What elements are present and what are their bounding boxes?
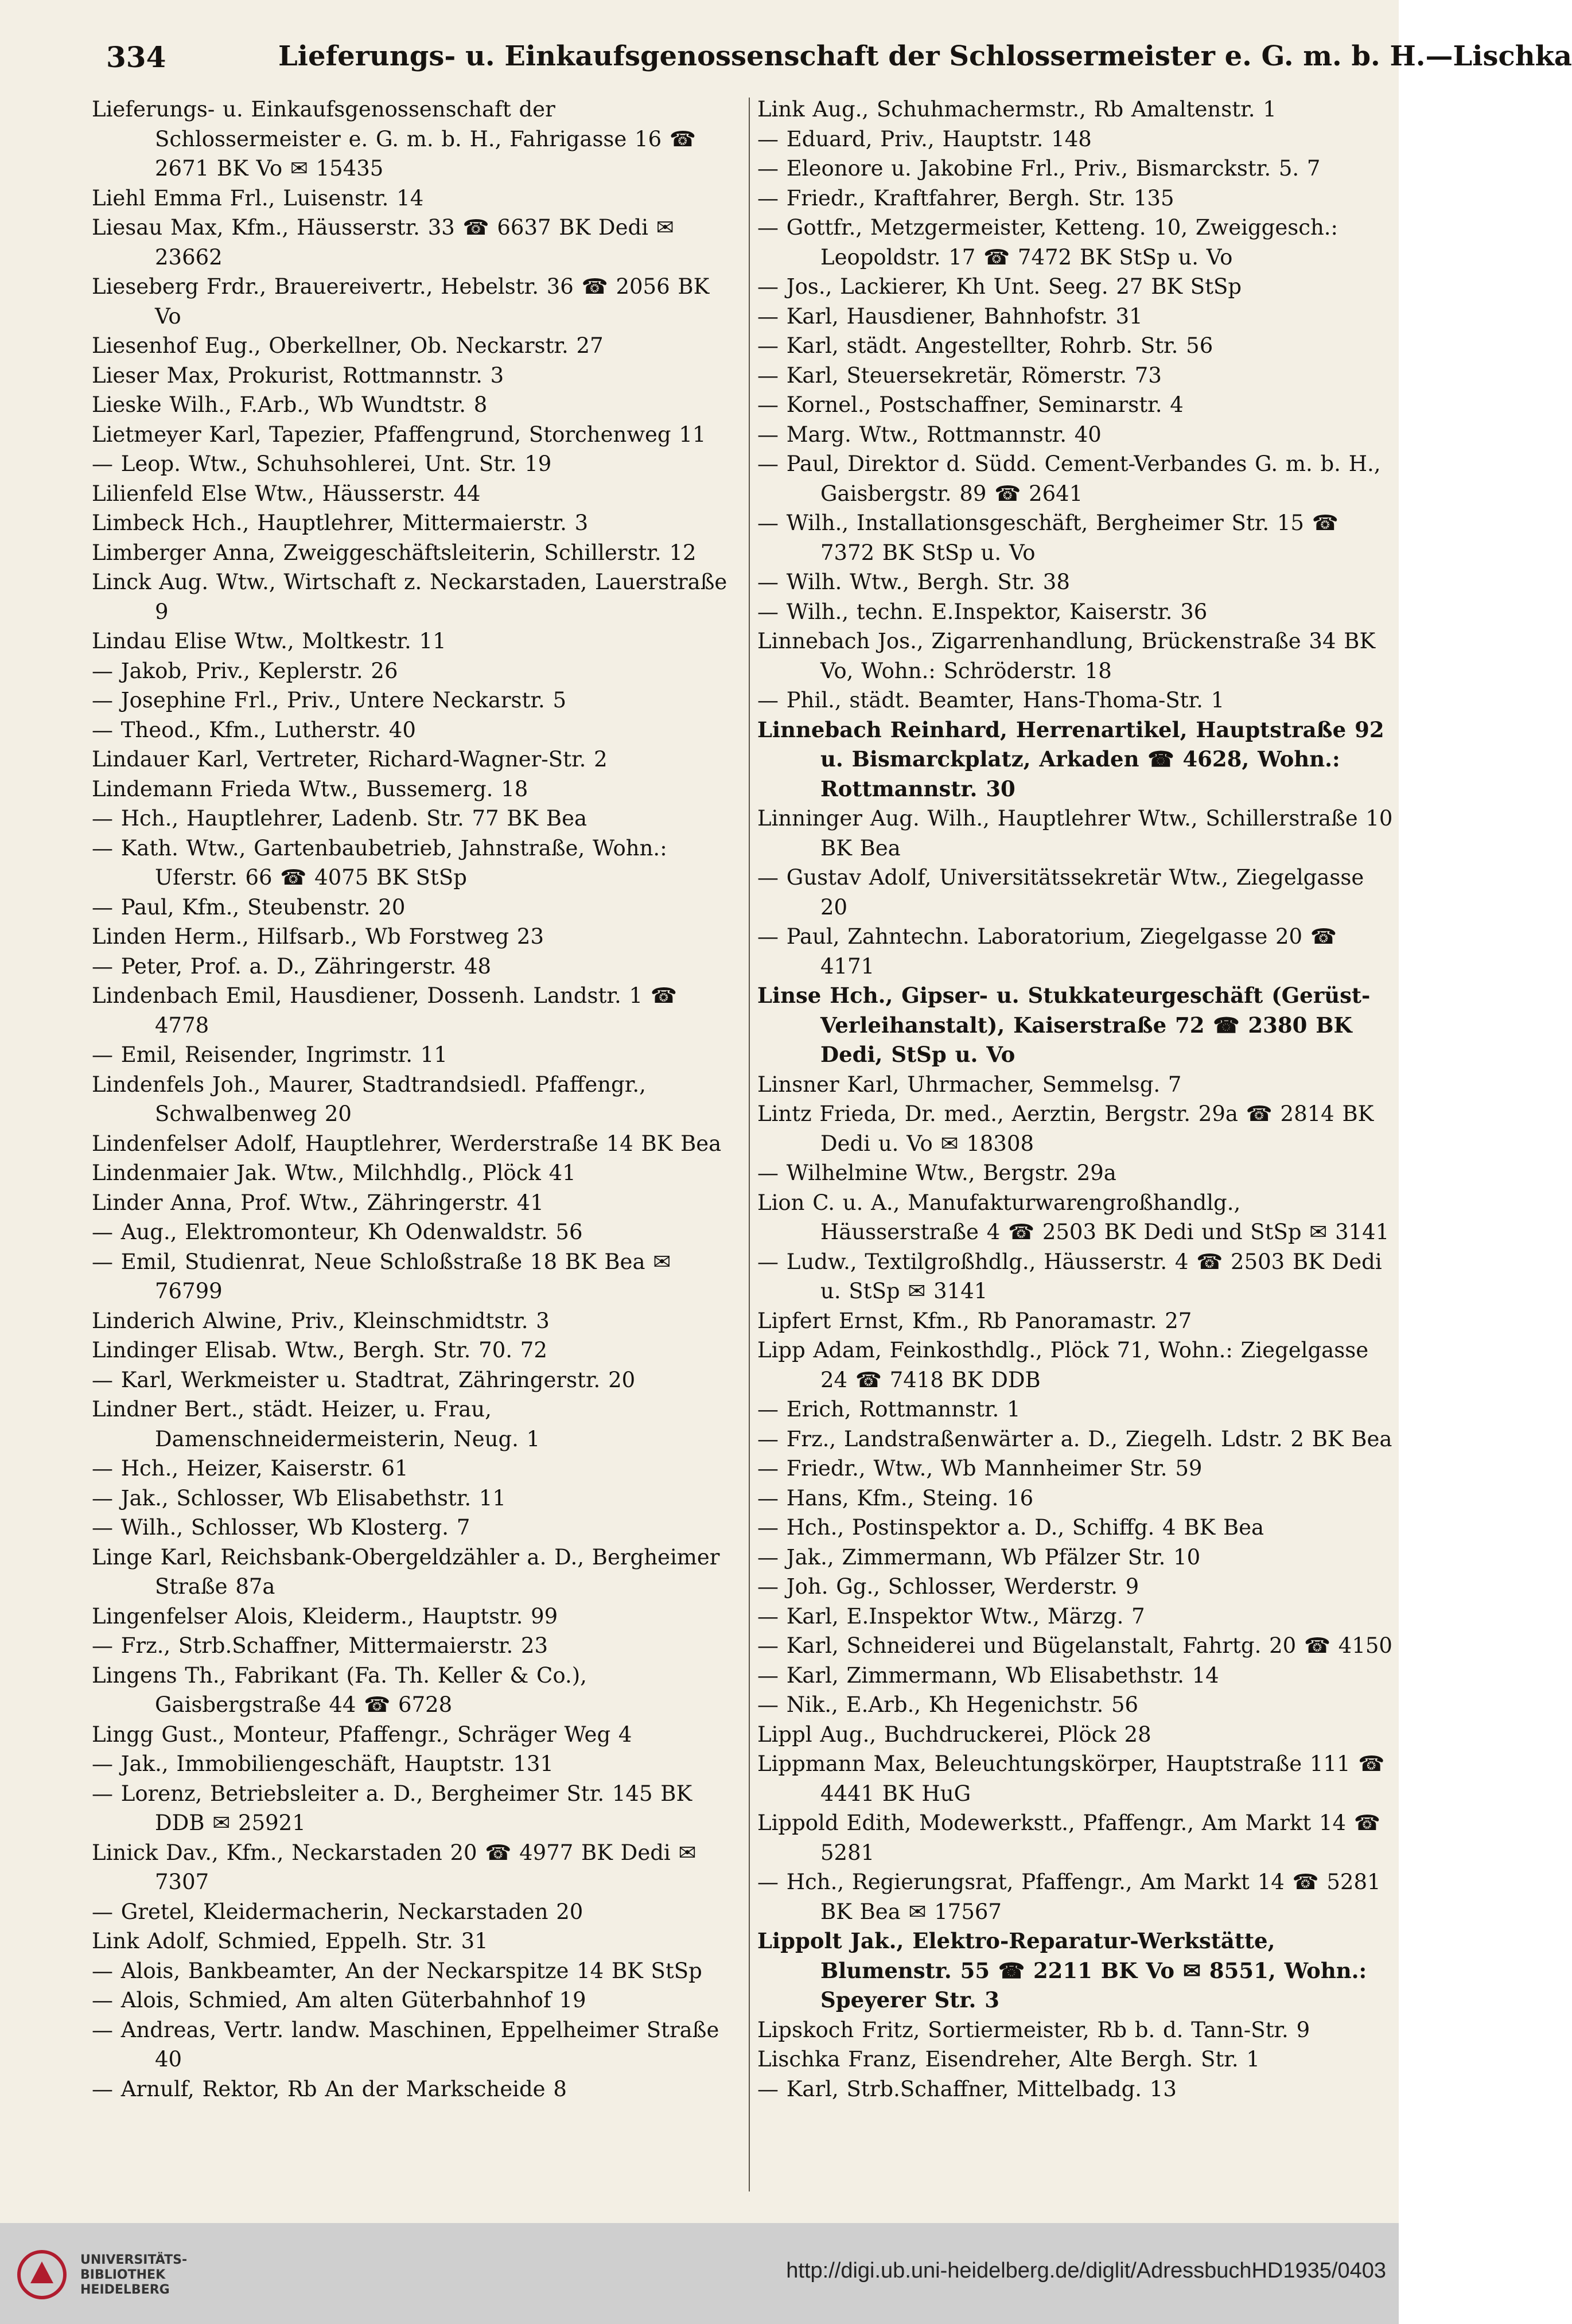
directory-entry: — Friedr., Kraftfahrer, Bergh. Str. 135	[757, 185, 1174, 211]
directory-entry: — Hch., Regierungsrat, Pfaffengr., Am Markt 14 ☎ 5281 BK Bea ✉ 17567	[757, 1870, 1381, 1924]
column-divider	[749, 98, 750, 2191]
directory-entry: — Nik., E.Arb., Kh Hegenichstr. 56	[757, 1692, 1139, 1717]
directory-entry: — Hans, Kfm., Steing. 16	[757, 1485, 1034, 1511]
directory-entry: Liehl Emma Frl., Luisenstr. 14	[92, 185, 424, 211]
directory-entry: Lippold Edith, Modewerkstt., Pfaffengr., Am Markt 14 ☎ 5281	[757, 1811, 1380, 1865]
directory-entry: Lintz Frieda, Dr. med., Aerztin, Bergstr. 29a ☎ 2814 BK Dedi u. Vo ✉ 18308	[757, 1101, 1374, 1156]
directory-entry: Linnebach Reinhard, Herrenartikel, Hauptstraße 92 u. Bismarckplatz, Arkaden ☎ 4628, Wohn.: Rottmannstr. 30	[757, 717, 1384, 801]
directory-entry: Lindemann Frieda Wtw., Bussemerg. 18	[92, 776, 528, 801]
directory-entry: — Josephine Frl., Priv., Untere Neckarstr. 5	[92, 688, 567, 713]
directory-entry: Liesenhof Eug., Oberkellner, Ob. Neckarstr. 27	[92, 333, 604, 358]
directory-entry: Lindenfelser Adolf, Hauptlehrer, Werderstraße 14 BK Bea	[92, 1131, 722, 1156]
directory-entry: — Karl, Strb.Schaffner, Mittelbadg. 13	[757, 2076, 1177, 2101]
directory-entry: Lion C. u. A., Manufakturwarengroßhandlg., Häusserstraße 4 ☎ 2503 BK Dedi und StSp ✉ 3141	[757, 1190, 1390, 1244]
directory-entry: Lieseberg Frdr., Brauereivertr., Hebelstr. 36 ☎ 2056 BK Vo	[92, 274, 710, 329]
directory-entry: — Arnulf, Rektor, Rb An der Markscheide 8	[92, 2076, 567, 2101]
directory-entry: — Emil, Reisender, Ingrimstr. 11	[92, 1042, 448, 1067]
directory-entry: Lippolt Jak., Elektro-Reparatur-Werkstätte, Blumenstr. 55 ☎ 2211 BK Vo ✉ 8551, Wohn.: Speyerer Str. 3	[757, 1928, 1367, 2012]
directory-entry: Lippl Aug., Buchdruckerei, Plöck 28	[757, 1722, 1151, 1747]
directory-entry: — Karl, E.Inspektor Wtw., Märzg. 7	[757, 1603, 1145, 1629]
directory-entry: — Karl, Werkmeister u. Stadtrat, Zähringerstr. 20	[92, 1367, 636, 1392]
right-column	[757, 95, 1397, 2194]
directory-entry: — Hch., Heizer, Kaiserstr. 61	[92, 1456, 408, 1481]
directory-entry: — Jos., Lackierer, Kh Unt. Seeg. 27 BK StSp	[757, 274, 1242, 299]
directory-entry: Lindenbach Emil, Hausdiener, Dossenh. Landstr. 1 ☎ 4778	[92, 983, 677, 1038]
directory-entry: Lipp Adam, Feinkosthdlg., Plöck 71, Wohn.: Ziegelgasse 24 ☎ 7418 BK DDB	[757, 1338, 1369, 1392]
library-logo-text[interactable]	[80, 2253, 187, 2298]
directory-entry: Linick Dav., Kfm., Neckarstaden 20 ☎ 4977 BK Dedi ✉ 7307	[92, 1840, 696, 1894]
directory-entry: Limberger Anna, Zweiggeschäftsleiterin, Schillerstr. 12	[92, 540, 696, 565]
directory-entry: Linderich Alwine, Priv., Kleinschmidtstr. 3	[92, 1308, 550, 1333]
left-column	[92, 95, 731, 2194]
directory-entry: — Jak., Schlosser, Wb Elisabethstr. 11	[92, 1485, 506, 1511]
directory-entry: — Alois, Schmied, Am alten Güterbahnhof 19	[92, 1988, 586, 2012]
directory-entry: Linck Aug. Wtw., Wirtschaft z. Neckarstaden, Lauerstraße 9	[92, 570, 727, 624]
directory-entry: — Kath. Wtw., Gartenbaubetrieb, Jahnstraße, Wohn.: Uferstr. 66 ☎ 4075 BK StSp	[92, 835, 667, 890]
logo-line: BIBLIOTHEK	[80, 2268, 166, 2282]
directory-entry: — Aug., Elektromonteur, Kh Odenwaldstr. 56	[92, 1220, 583, 1244]
directory-entry: — Marg. Wtw., Rottmannstr. 40	[757, 422, 1102, 447]
directory-entry: Lieser Max, Prokurist, Rottmannstr. 3	[92, 363, 504, 388]
directory-entry: Linden Herm., Hilfsarb., Wb Forstweg 23	[92, 924, 544, 949]
directory-entry: Lischka Franz, Eisendreher, Alte Bergh. Str. 1	[757, 2047, 1260, 2072]
directory-entry: — Erich, Rottmannstr. 1	[757, 1397, 1021, 1422]
directory-entry: — Alois, Bankbeamter, An der Neckarspitze 14 BK StSp	[92, 1958, 702, 1983]
directory-entry: — Jak., Zimmermann, Wb Pfälzer Str. 10	[757, 1544, 1201, 1570]
directory-entry: — Friedr., Wtw., Wb Mannheimer Str. 59	[757, 1456, 1203, 1481]
directory-entry: Lingg Gust., Monteur, Pfaffengr., Schräger Weg 4	[92, 1722, 632, 1747]
directory-entry: Linsner Karl, Uhrmacher, Semmelsg. 7	[757, 1072, 1182, 1097]
directory-entry: Limbeck Hch., Hauptlehrer, Mittermaierstr. 3	[92, 511, 589, 535]
directory-entry: Link Adolf, Schmied, Eppelh. Str. 31	[92, 1929, 488, 1953]
directory-entry: Lipskoch Fritz, Sortiermeister, Rb b. d. Tann-Str. 9	[757, 2017, 1310, 2042]
directory-entry: Lingens Th., Fabrikant (Fa. Th. Keller & Co.), Gaisbergstraße 44 ☎ 6728	[92, 1663, 587, 1717]
directory-entry: — Joh. Gg., Schlosser, Werderstr. 9	[757, 1574, 1139, 1599]
page-number: 334	[106, 40, 166, 74]
directory-entry: Lindner Bert., städt. Heizer, u. Frau, Damenschneidermeisterin, Neug. 1	[92, 1397, 540, 1451]
directory-entry: — Wilh., Schlosser, Wb Klosterg. 7	[92, 1515, 470, 1540]
directory-entry: — Lorenz, Betriebsleiter a. D., Bergheimer Str. 145 BK DDB ✉ 25921	[92, 1781, 692, 1835]
directory-entry: — Eleonore u. Jakobine Frl., Priv., Bismarckstr. 5. 7	[757, 156, 1321, 181]
directory-entry: Lindenmaier Jak. Wtw., Milchhdlg., Plöck 41	[92, 1161, 576, 1185]
directory-entry: Lieferungs- u. Einkaufsgenossenschaft der Schlossermeister e. G. m. b. H., Fahrigasse 16 ☎ 2671 BK Vo ✉ 15435	[92, 97, 696, 181]
directory-entry: — Kornel., Postschaffner, Seminarstr. 4	[757, 392, 1184, 417]
source-url[interactable]: http://digi.ub.uni-heidelberg.de/diglit/AdressbuchHD1935/0403	[786, 2259, 1386, 2283]
directory-entry: Lieske Wilh., F.Arb., Wb Wundtstr. 8	[92, 392, 488, 417]
directory-entry: — Phil., städt. Beamter, Hans-Thoma-Str. 1	[757, 688, 1225, 713]
directory-entry: Lipfert Ernst, Kfm., Rb Panoramastr. 27	[757, 1308, 1192, 1333]
directory-entry: — Paul, Direktor d. Südd. Cement-Verbandes G. m. b. H., Gaisbergstr. 89 ☎ 2641	[757, 451, 1381, 506]
directory-entry: — Frz., Strb.Schaffner, Mittermaierstr. 23	[92, 1633, 548, 1658]
directory-entry: — Theod., Kfm., Lutherstr. 40	[92, 717, 416, 742]
directory-entry: — Karl, Schneiderei und Bügelanstalt, Fahrtg. 20 ☎ 4150	[757, 1633, 1392, 1658]
directory-entry: — Wilh., techn. E.Inspektor, Kaiserstr. 36	[757, 599, 1208, 624]
library-logo-icon	[16, 2249, 68, 2300]
logo-line: UNIVERSITÄTS-	[80, 2253, 188, 2267]
logo-line: HEIDELBERG	[80, 2283, 170, 2297]
directory-entry: Lindenfels Joh., Maurer, Stadtrandsiedl. Pfaffengr., Schwalbenweg 20	[92, 1072, 646, 1126]
directory-entry: — Jak., Immobiliengeschäft, Hauptstr. 131	[92, 1751, 554, 1776]
directory-entry: Linninger Aug. Wilh., Hauptlehrer Wtw., Schillerstraße 10 BK Bea	[757, 806, 1393, 861]
directory-entry: — Wilh. Wtw., Bergh. Str. 38	[757, 570, 1070, 594]
page-header	[106, 36, 1572, 81]
directory-entry: — Ludw., Textilgroßhdlg., Häusserstr. 4 ☎ 2503 BK Dedi u. StSp ✉ 3141	[757, 1249, 1382, 1303]
directory-entry: Lilienfeld Else Wtw., Häusserstr. 44	[92, 481, 481, 506]
directory-entry: Liesau Max, Kfm., Häusserstr. 33 ☎ 6637 BK Dedi ✉ 23662	[92, 215, 674, 270]
directory-entry: Lindauer Karl, Vertreter, Richard-Wagner-Str. 2	[92, 747, 608, 772]
directory-entry: — Jakob, Priv., Keplerstr. 26	[92, 658, 398, 683]
directory-entry: — Karl, Zimmermann, Wb Elisabethstr. 14	[757, 1663, 1219, 1688]
directory-entry: — Gretel, Kleidermacherin, Neckarstaden 20	[92, 1899, 583, 1924]
directory-entry: — Emil, Studienrat, Neue Schloßstraße 18 BK Bea ✉ 76799	[92, 1249, 671, 1303]
directory-entry: — Leop. Wtw., Schuhsohlerei, Unt. Str. 19	[92, 451, 552, 476]
directory-entry: — Karl, Hausdiener, Bahnhofstr. 31	[757, 303, 1143, 329]
directory-entry: — Frz., Landstraßenwärter a. D., Ziegelh. Ldstr. 2 BK Bea	[757, 1426, 1392, 1451]
directory-entry: — Paul, Kfm., Steubenstr. 20	[92, 894, 406, 920]
directory-entry: — Karl, Steuersekretär, Römerstr. 73	[757, 363, 1162, 388]
directory-entry: Linnebach Jos., Zigarrenhandlung, Brückenstraße 34 BK Vo, Wohn.: Schröderstr. 18	[757, 629, 1376, 683]
viewer-footer	[0, 2223, 1399, 2324]
directory-entry: — Hch., Postinspektor a. D., Schiffg. 4 BK Bea	[757, 1515, 1264, 1540]
directory-entry: — Wilhelmine Wtw., Bergstr. 29a	[757, 1161, 1116, 1185]
directory-entry: — Hch., Hauptlehrer, Ladenb. Str. 77 BK Bea	[92, 806, 587, 831]
directory-entry: — Gustav Adolf, Universitätssekretär Wtw., Ziegelgasse 20	[757, 865, 1364, 920]
directory-entry: — Andreas, Vertr. landw. Maschinen, Eppelheimer Straße 40	[92, 2017, 719, 2072]
directory-entry: — Karl, städt. Angestellter, Rohrb. Str. 56	[757, 333, 1213, 358]
directory-entry: Lingenfelser Alois, Kleiderm., Hauptstr. 99	[92, 1603, 558, 1629]
running-title: Lieferungs- u. Einkaufsgenossenschaft der Schlossermeister e. G. m. b. H.—Lischka	[278, 40, 1572, 72]
directory-entry: Linder Anna, Prof. Wtw., Zähringerstr. 41	[92, 1190, 544, 1215]
directory-entry: Linge Karl, Reichsbank-Obergeldzähler a. D., Bergheimer Straße 87a	[92, 1544, 720, 1599]
directory-entry: Lietmeyer Karl, Tapezier, Pfaffengrund, Storchenweg 11	[92, 422, 706, 447]
directory-entry: — Gottfr., Metzgermeister, Ketteng. 10, Zweiggesch.: Leopoldstr. 17 ☎ 7472 BK StSp u. Vo	[757, 215, 1338, 270]
directory-entry: Lindinger Elisab. Wtw., Bergh. Str. 70. 72	[92, 1338, 547, 1363]
directory-entry: — Peter, Prof. a. D., Zähringerstr. 48	[92, 953, 492, 979]
directory-entry: Link Aug., Schuhmachermstr., Rb Amaltenstr. 1	[757, 97, 1277, 122]
directory-entry: Lindau Elise Wtw., Moltkestr. 11	[92, 629, 446, 653]
directory-entry: — Wilh., Installationsgeschäft, Bergheimer Str. 15 ☎ 7372 BK StSp u. Vo	[757, 511, 1338, 565]
directory-entry: Linse Hch., Gipser- u. Stukkateurgeschäft (Gerüst-Verleihanstalt), Kaiserstraße 72 ☎ 2380 BK Dedi, StSp u. Vo	[757, 983, 1371, 1067]
directory-entry: — Eduard, Priv., Hauptstr. 148	[757, 126, 1092, 151]
directory-entry: — Paul, Zahntechn. Laboratorium, Ziegelgasse 20 ☎ 4171	[757, 924, 1337, 979]
directory-entry: Lippmann Max, Beleuchtungskörper, Hauptstraße 111 ☎ 4441 BK HuG	[757, 1751, 1385, 1806]
